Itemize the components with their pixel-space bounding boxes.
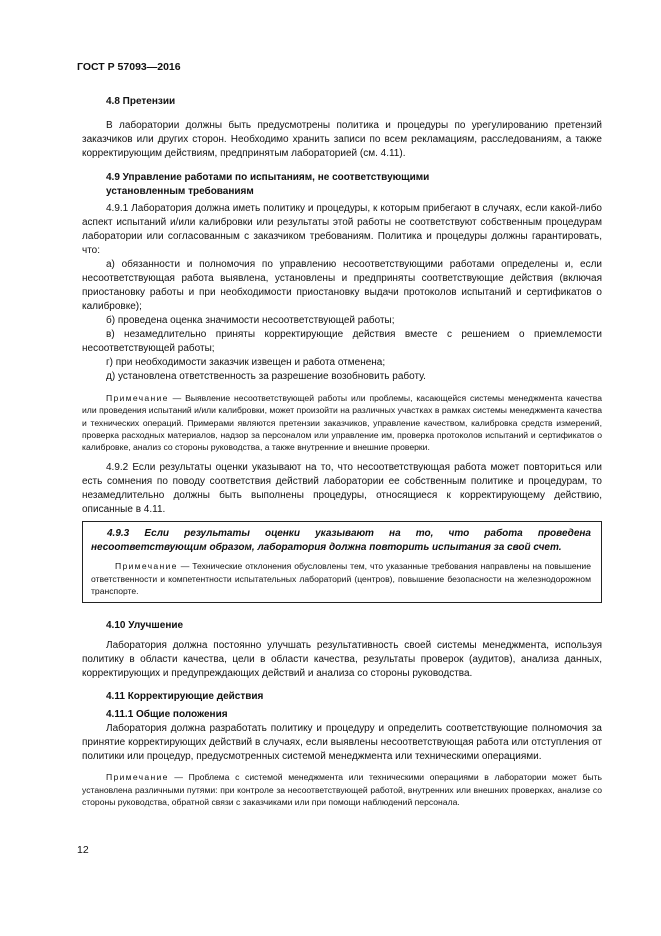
page-number: 12 [77,844,89,856]
note-text: — Выявление несоответствующей работы или проблемы, касающейся системы менеджмента качества или проведения испытаний и/или калибровки, может произойти на различных участках в рамках системы менеджмента качества и технических операций. Примерами являются претензии заказчиков, управление качеством, калибровка средств измерений, проверка расходных материалов, надзор за персоналом или управление им, проверка протоколов испытаний и сертификатов о калибровке, анализ со стороны руководства, а также внутренние и внешние проверки. [82,393,602,453]
note-label: Примечание [106,772,169,783]
list-item-a: а) обязанности и полномочия по управлению несоответствующими работами определены и, если несоответствующая работа выявлена, установлены и предприняты соответствующие действия (включая приостановку работы и при необходимости приостановку выдачи протоколов испытаний и сертификатов о калибровке); [82,259,602,312]
note-4-11-1 [82,771,602,808]
note-4-9-3 [91,560,591,597]
list-item-v: в) незамедлительно приняты корректирующие действия вместе с решением о приемлемости несоответствующей работы; [82,329,602,354]
section-4-10-text: Лаборатория должна постоянно улучшать результативность своей системы менеджмента, используя политику в области качества, цели в области качества, результаты проверок (аудитов), анализа данных, корректирующих и предупреждающих действий и анализа со стороны руководства. [82,640,602,680]
section-4-11-1-heading: 4.11.1 Общие положения [106,709,228,721]
clause-4-9-2: 4.9.2 Если результаты оценки указывают на то, что несоответствующая работа может повториться или есть сомнения по поводу соответствия действий лаборатории ее собственным политике и процедурам, то незамедлительно должны быть выполнены процедуры, относящиеся к корректирующему действию, описанные в 4.11. [82,462,602,516]
section-4-8-text: В лаборатории должны быть предусмотрены политика и процедуры по урегулированию претензий заказчиков или других сторон. Необходимо хранить записи по всем рекламациям, расследованиям, а также корректирующим действиям, предпринятым лабораторией (см. 4.11). [82,120,602,159]
section-4-10-heading: 4.10 Улучшение [106,620,184,632]
note-4-9 [82,392,602,453]
note-text: — Проблема с системой менеджмента или техническими операциями в лаборатории может быть установлена различными путями: при контроле за несоответствующей работой, внутренних или внешних проверках, анализе со стороны руководства, обратной связи с заказчиками или при помощи наблюдений персонала. [82,772,602,807]
section-4-11-heading: 4.11 Корректирующие действия [106,691,264,703]
clause-4-9-3: 4.9.3 Если результаты оценки указывают на то, что работа проведена несоответствующим образом, лаборатория должна повторить испытания за свой счет. [91,528,591,554]
list-item-g: г) при необходимости заказчик извещен и работа отменена; [106,357,386,368]
section-4-11-1-text: Лаборатория должна разработать политику и процедуру и определить соответствующие полномочия за принятие корректирующих действий в случаях, если выявлены несоответствующая работа или отступления от политики или процедур, предусмотренных системой менеджмента или техническими операциями. [82,723,602,763]
section-4-9-heading [82,171,602,199]
note-label: Примечание [115,561,178,572]
clause-4-9-1: 4.9.1 Лаборатория должна иметь политику и процедуры, к которым прибегают в случаях, если какой-либо аспект испытаний и/или калибровки или результаты этой работы не соответствуют собственным процедурам лаборатории или согласованным с заказчиком требованиям. Политика и процедуры должны гарантировать, что: [82,203,602,256]
section-4-9-heading-line1: 4.9 Управление работами по испытаниям, не соответствующими [106,172,430,183]
note-label: Примечание [106,393,169,403]
document-id: ГОСТ Р 57093—2016 [77,61,181,73]
note-text: — Технические отклонения обусловлены тем, что указанные требования направлены на повышение ответственности и компетентности испытательных лабораторий (центров), повышение безопасности на железнодорожном транспорте. [91,561,591,597]
section-4-8-heading: 4.8 Претензии [106,96,176,107]
section-4-9-heading-line2: установленным требованиям [106,186,254,197]
page-content [82,95,602,808]
list-item-d: д) установлена ответственность за разрешение возобновить работу. [106,371,426,382]
national-deviation-box [82,521,602,603]
list-item-b: б) проведена оценка значимости несоответствующей работы; [106,315,395,326]
